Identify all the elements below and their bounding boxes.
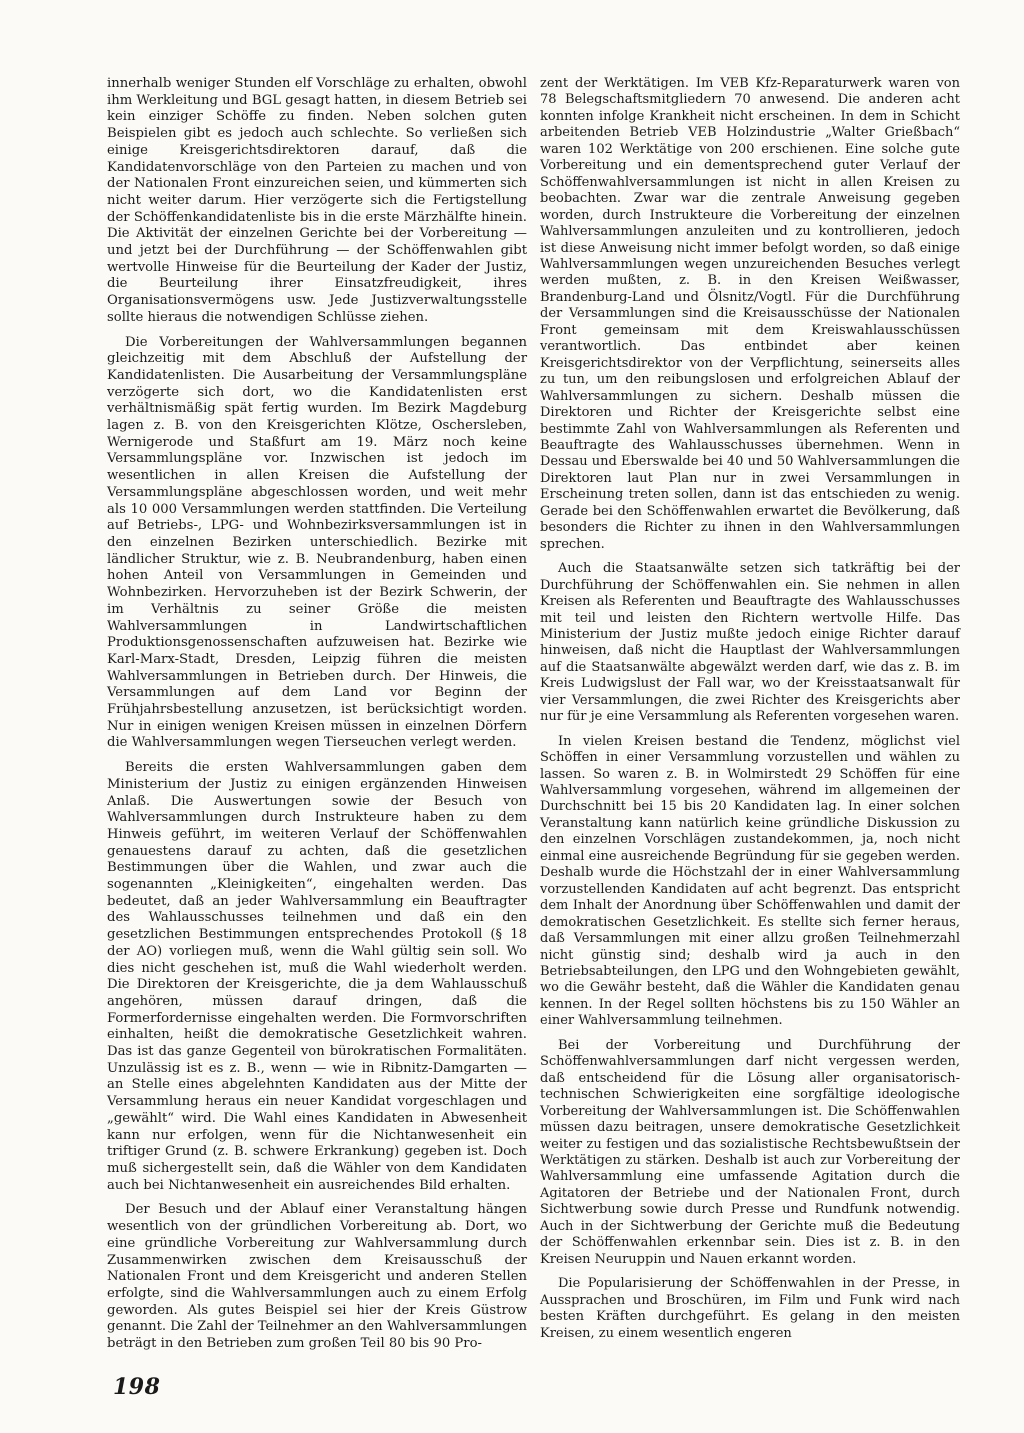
paragraph: Auch die Staatsanwälte setzen sich tatkräftig bei der Durchführung der Schöffenwahlen ein. Sie nehmen in allen Kreisen als Referenten und Beauftragte des Wahlausschusses mit teil und leisten den Richtern wertvolle Hilfe. Das Ministerium der Justiz mußte jedoch einige Richter darauf hinweisen, daß nicht die Hauptlast der Wahlversammlungen auf die Staatsanwälte abgewälzt werden darf, wie das z. B. im Kreis Ludwigslust der Fall war, wo der Kreisstaatsanwalt für vier Versammlungen, die zwei Richter des Kreisgerichts aber nur für je eine Versammlung als Referenten vorgesehen waren. [540,561,960,725]
page-number: 198 [113,1374,161,1400]
paragraph: Die Vorbereitungen der Wahlversammlungen begannen gleichzeitig mit dem Abschluß der Aufstellung der Kandidatenlisten. Die Ausarbeitung der Versammlungspläne verzögerte sich dort, wo die Kandidatenlisten erst verhältnismäßig spät fertig wurden. Im Bezirk Magdeburg lagen z. B. von den Kreisgerichten Klötze, Oschersleben, Wernigerode und Staßfurt am 19. März noch keine Versammlungspläne vor. Inzwischen ist jedoch im wesentlichen in allen Kreisen die Aufstellung der Versammlungspläne abgeschlossen worden, und weit mehr als 10 000 Versammlungen werden stattfinden. Die Verteilung auf Betriebs-, LPG- und Wohnbezirksversammlungen ist in den einzelnen Bezirken unterschiedlich. Bezirke mit ländlicher Struktur, wie z. B. Neubrandenburg, haben einen hohen Anteil von Versammlungen in Gemeinden und Wohnbezirken. Hervorzuheben ist der Bezirk Schwerin, der im Verhältnis zu seiner Größe die meisten Wahlversammlungen in Landwirtschaftlichen Produktionsgenossenschaften aufzuweisen hat. Bezirke wie Karl-Marx-Stadt, Dresden, Leipzig führen die meisten Wahlversammlungen in Betrieben durch. Der Hinweis, die Versammlungen auf dem Land vor Beginn der Frühjahrsbestellung anzusetzen, ist berücksichtigt worden. Nur in einigen wenigen Kreisen müssen in einzelnen Dörfern die Wahlversammlungen wegen Tierseuchen verlegt werden. [107,334,527,751]
paragraph: Der Besuch und der Ablauf einer Veranstaltung hängen wesentlich von der gründlichen Vorbereitung ab. Dort, wo eine gründliche Vorbereitung zur Wahlversammlung durch Zusammenwirken zwischen dem Kreisausschuß der Nationalen Front und dem Kreisgericht und anderen Stellen erfolgte, sind die Wahlversammlungen auch zu einem Erfolg geworden. Als gutes Beispiel sei hier der Kreis Güstrow genannt. Die Zahl der Teilnehmer an den Wahlversammlungen beträgt in den Betrieben zum großen Teil 80 bis 90 Pro- [107,1202,527,1352]
left-column [107,76,527,1361]
paragraph: Bei der Vorbereitung und Durchführung der Schöffenwahlversammlungen darf nicht vergessen werden, daß entscheidend für die Lösung aller organisatorisch-technischen Schwierigkeiten eine sorgfältige ideologische Vorbereitung der Wahlversammlungen ist. Die Schöffenwahlen müssen dazu beitragen, unsere demokratische Gesetzlichkeit weiter zu festigen und das sozialistische Rechtsbewußtsein der Werktätigen zu stärken. Deshalb ist auch zur Vorbereitung der Wahlversammlung eine umfassende Agitation durch die Agitatoren der Betriebe und der Nationalen Front, durch Sichtwerbung sowie durch Presse und Rundfunk notwendig. Auch in der Sichtwerbung der Gerichte muß die Bedeutung der Schöffenwahlen erkennbar sein. Dies ist z. B. in den Kreisen Neuruppin und Nauen erkannt worden. [540,1037,960,1267]
paragraph: innerhalb weniger Stunden elf Vorschläge zu erhalten, obwohl ihm Werkleitung und BGL gesagt hatten, in diesem Betrieb sei kein einziger Schöffe zu finden. Neben solchen guten Beispielen gibt es jedoch auch schlechte. So verließen sich einige Kreisgerichtsdirektoren darauf, daß die Kandidatenvorschläge von den Parteien zu machen und von der Nationalen Front einzureichen seien, und kümmerten sich nicht weiter darum. Hier verzögerte sich die Fertigstellung der Schöffenkandidatenliste bis in die erste Märzhälfte hinein. Die Aktivität der einzelnen Gerichte bei der Vorbereitung — und jetzt bei der Durchführung — der Schöffenwahlen gibt wertvolle Hinweise für die Beurteilung der Kader der Justiz, die Beurteilung ihrer Einsatzfreudigkeit, ihres Organisationsvermögens usw. Jede Justizverwaltungsstelle sollte hieraus die notwendigen Schlüsse ziehen. [107,76,527,325]
paragraph: Bereits die ersten Wahlversammlungen gaben dem Ministerium der Justiz zu einigen ergänzenden Hinweisen Anlaß. Die Auswertungen sowie der Besuch von Wahlversammlungen durch Instrukteure haben zu dem Hinweis geführt, im weiteren Verlauf der Schöffenwahlen genauestens darauf zu achten, daß die gesetzlichen Bestimmungen über die Wahlen, und zwar auch die sogenannten „Kleinigkeiten“, eingehalten werden. Das bedeutet, daß an jeder Wahlversammlung ein Beauftragter des Wahlausschusses teilnehmen und daß ein den gesetzlichen Bestimmungen entsprechendes Protokoll (§ 18 der AO) vorliegen muß, wenn die Wahl gültig sein soll. Wo dies nicht geschehen ist, muß die Wahl wiederholt werden. Die Direktoren der Kreisgerichte, die ja dem Wahlausschuß angehören, müssen darauf dringen, daß die Formerfordernisse eingehalten werden. Die Formvorschriften einhalten, heißt die demokratische Gesetzlichkeit wahren. Das ist das ganze Gegenteil von bürokratischen Formalitäten. Unzulässig ist es z. B., wenn — wie in Ribnitz-Damgarten — an Stelle eines abgelehnten Kandidaten aus der Mitte der Versammlung heraus ein neuer Kandidat vorgeschlagen und „gewählt“ wird. Die Wahl eines Kandidaten in Abwesenheit kann nur erfolgen, wenn für die Nichtanwesenheit ein triftiger Grund (z. B. schwere Erkrankung) gegeben ist. Doch muß sichergestellt sein, daß die Wähler von dem Kandidaten auch bei Nichtanwesenheit ein ausreichendes Bild erhalten. [107,760,527,1193]
paragraph: In vielen Kreisen bestand die Tendenz, möglichst viel Schöffen in einer Versammlung vorzustellen und wählen zu lassen. So waren z. B. in Wolmirstedt 29 Schöffen für eine Wahlversammlung vorgesehen, während im allgemeinen der Durchschnitt bei 15 bis 20 Kandidaten lag. In einer solchen Veranstaltung kann natürlich keine gründliche Diskussion zu den einzelnen Vorschlägen zustandekommen, ja, noch nicht einmal eine ausreichende Begründung für sie gegeben werden. Deshalb wurde die Höchstzahl der in einer Wahlversammlung vorzustellenden Kandidaten auf acht begrenzt. Das entspricht dem Inhalt der Anordnung über Schöffenwahlen und damit der demokratischen Gesetzlichkeit. Es stellte sich ferner heraus, daß Versammlungen mit einer allzu großen Teilnehmerzahl nicht günstig sind; deshalb wird ja auch in den Betriebsabteilungen, den LPG und den Wohngebieten gewählt, wo die Gewähr besteht, daß die Wähler die Kandidaten genau kennen. In der Regel sollten höchstens bis zu 150 Wähler an einer Wahlversammlung teilnehmen. [540,733,960,1029]
paragraph: zent der Werktätigen. Im VEB Kfz-Reparaturwerk waren von 78 Belegschaftsmitgliedern 70 anwesend. Die anderen acht konnten infolge Krankheit nicht erscheinen. In dem in Schicht arbeitenden Betrieb VEB Holzindustrie „Walter Grießbach“ waren 102 Werktätige von 200 erschienen. Eine solche gute Vorbereitung und ein dementsprechend guter Verlauf der Schöffenwahlversammlungen ist nicht in allen Kreisen zu beobachten. Zwar war die zentrale Anweisung gegeben worden, durch Instrukteure die Vorbereitung der einzelnen Wahlversammlungen anzuleiten und zu kontrollieren, jedoch ist diese Anweisung nicht immer befolgt worden, so daß einige Wahlversammlungen wegen unzureichenden Besuches verlegt werden mußten, z. B. in den Kreisen Weißwasser, Brandenburg-Land und Ölsnitz/Vogtl. Für die Durchführung der Versammlungen sind die Kreisausschüsse der Nationalen Front gemeinsam mit dem Kreiswahlausschüssen verantwortlich. Das entbindet aber keinen Kreisgerichtsdirektor von der Verpflichtung, seinerseits alles zu tun, um den reibungslosen und erfolgreichen Ablauf der Wahlversammlungen zu sichern. Deshalb müssen die Direktoren und Richter der Kreisgerichte selbst eine bestimmte Zahl von Wahlversammlungen als Referenten und Beauftragte des Wahlausschusses übernehmen. Wenn in Dessau und Eberswalde bei 40 und 50 Wahlversammlungen die Direktoren laut Plan nur in zwei Versammlungen in Erscheinung treten sollen, dann ist das entschieden zu wenig. Gerade bei den Schöffenwahlen erwartet die Bevölkerung, daß besonders die Richter zu ihnen in den Wahlversammlungen sprechen. [540,76,960,552]
right-column [540,76,960,1350]
paragraph: Die Popularisierung der Schöffenwahlen in der Presse, in Aussprachen und Broschüren, im Film und Funk wird nach besten Kräften durchgeführt. Es gelang in den meisten Kreisen, zu einem wesentlich engeren [540,1276,960,1341]
